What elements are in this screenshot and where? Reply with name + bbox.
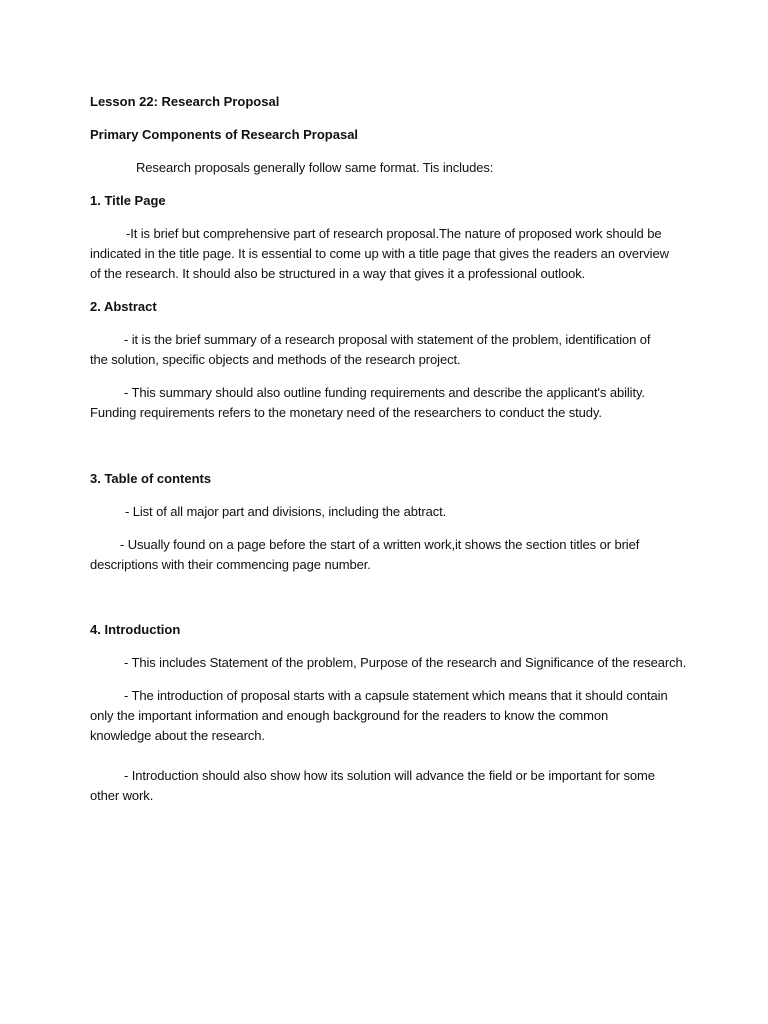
section-heading-title-page: 1. Title Page — [90, 193, 166, 208]
paragraph-line: Funding requirements refers to the monetary need of the researchers to conduct the study. — [90, 405, 602, 420]
paragraph-line: - Usually found on a page before the start of a written work,it shows the section titles or brief — [120, 537, 640, 552]
document-subtitle: Primary Components of Research Propasal — [90, 127, 359, 142]
toc-paragraph-2 — [90, 535, 690, 575]
introduction-paragraph-3 — [90, 766, 690, 806]
paragraph-line: - Introduction should also show how its solution will advance the field or be important for some — [124, 768, 655, 783]
paragraph-line: the solution, specific objects and methods of the research project. — [90, 352, 461, 367]
section-heading-toc: 3. Table of contents — [90, 471, 212, 486]
section-heading-abstract: 2. Abstract — [90, 299, 157, 314]
paragraph-line: of the research. It should also be structured in a way that gives it a professional outlook. — [90, 266, 586, 281]
lesson-title: Lesson 22: Research Proposal — [90, 94, 280, 109]
paragraph-line: - it is the brief summary of a research proposal with statement of the problem, identification of — [124, 332, 651, 347]
introduction-paragraph-2 — [90, 686, 690, 746]
paragraph-line: knowledge about the research. — [90, 728, 265, 743]
abstract-paragraph-2 — [90, 383, 690, 423]
paragraph-line: only the important information and enough background for the readers to know the common — [90, 708, 609, 723]
paragraph-line: -It is brief but comprehensive part of research proposal.The nature of proposed work should be — [126, 226, 662, 241]
paragraph-line: other work. — [90, 788, 154, 803]
toc-paragraph-1: - List of all major part and divisions, including the abtract. — [125, 504, 447, 519]
paragraph-line: descriptions with their commencing page number. — [90, 557, 371, 572]
title-page-paragraph — [90, 224, 690, 284]
intro-text: Research proposals generally follow same format. Tis includes: — [136, 160, 494, 175]
abstract-paragraph-1 — [90, 330, 690, 370]
introduction-paragraph-1: - This includes Statement of the problem, Purpose of the research and Significance of the research. — [124, 655, 687, 670]
paragraph-line: indicated in the title page. It is essential to come up with a title page that gives the readers an overview — [90, 246, 669, 261]
section-heading-introduction: 4. Introduction — [90, 622, 181, 637]
paragraph-line: - This summary should also outline funding requirements and describe the applicant's ability. — [124, 385, 645, 400]
paragraph-line: - The introduction of proposal starts with a capsule statement which means that it should contain — [124, 688, 668, 703]
